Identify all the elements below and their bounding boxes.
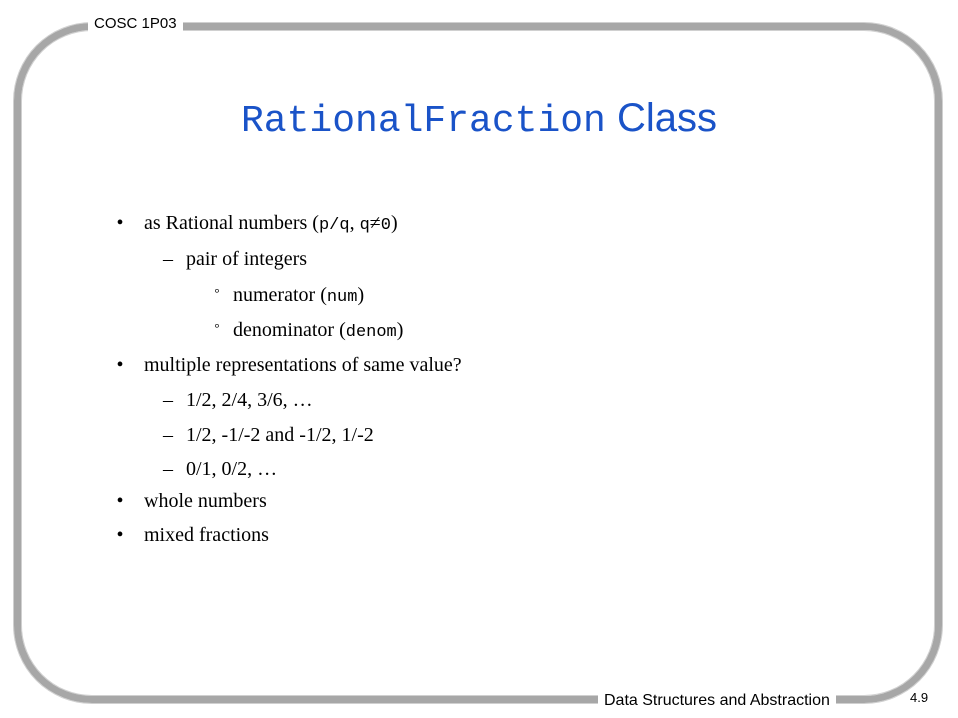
bullet-marker: • [116, 490, 124, 512]
code-text: num [326, 288, 358, 307]
text: as Rational numbers ( [144, 212, 319, 234]
bullet-mixed [116, 523, 269, 547]
dash-marker: – [163, 458, 173, 480]
slide-title [0, 96, 958, 143]
bullet-multiple [116, 353, 462, 377]
dash-marker: – [163, 424, 173, 446]
bullet-whole [116, 489, 267, 513]
subsubbullet-denominator [214, 318, 404, 345]
code-text: q [359, 216, 370, 235]
degree-marker: ° [214, 320, 220, 335]
page-number: 4.9 [910, 690, 929, 705]
bullet-marker: • [116, 212, 124, 234]
degree-marker: ° [214, 285, 220, 300]
course-label: COSC 1P03 [88, 13, 183, 35]
code-text: denom [345, 323, 397, 342]
subbullet-pair [163, 247, 308, 271]
bullet-rational [116, 211, 398, 238]
subbullet-example-3 [163, 457, 278, 481]
text: pair of integers [186, 248, 308, 270]
dash-marker: – [163, 389, 173, 411]
bullet-marker: • [116, 354, 124, 376]
subbullet-example-2 [163, 423, 374, 447]
text: numerator ( [233, 284, 327, 306]
code-text: 0 [380, 216, 391, 235]
text: , [349, 212, 360, 234]
text: whole numbers [144, 490, 267, 512]
text: multiple representations of same value? [144, 354, 462, 376]
title-text: Class [605, 96, 717, 140]
text: denominator ( [233, 319, 346, 341]
subsubbullet-numerator [214, 283, 365, 310]
bullet-marker: • [116, 524, 124, 546]
text: 1/2, 2/4, 3/6, … [186, 389, 313, 411]
text: ) [396, 319, 404, 341]
text: ) [390, 212, 398, 234]
title-code: RationalFraction [241, 100, 606, 143]
text: ) [357, 284, 365, 306]
text: mixed fractions [144, 524, 269, 546]
text: 0/1, 0/2, … [186, 458, 278, 480]
subbullet-example-1 [163, 388, 313, 412]
footer-subject: Data Structures and Abstraction [598, 690, 836, 712]
code-text: p/q [318, 216, 350, 235]
dash-marker: – [163, 248, 173, 270]
not-equal-symbol: ≠ [369, 212, 381, 234]
text: 1/2, -1/-2 and -1/2, 1/-2 [186, 424, 374, 446]
